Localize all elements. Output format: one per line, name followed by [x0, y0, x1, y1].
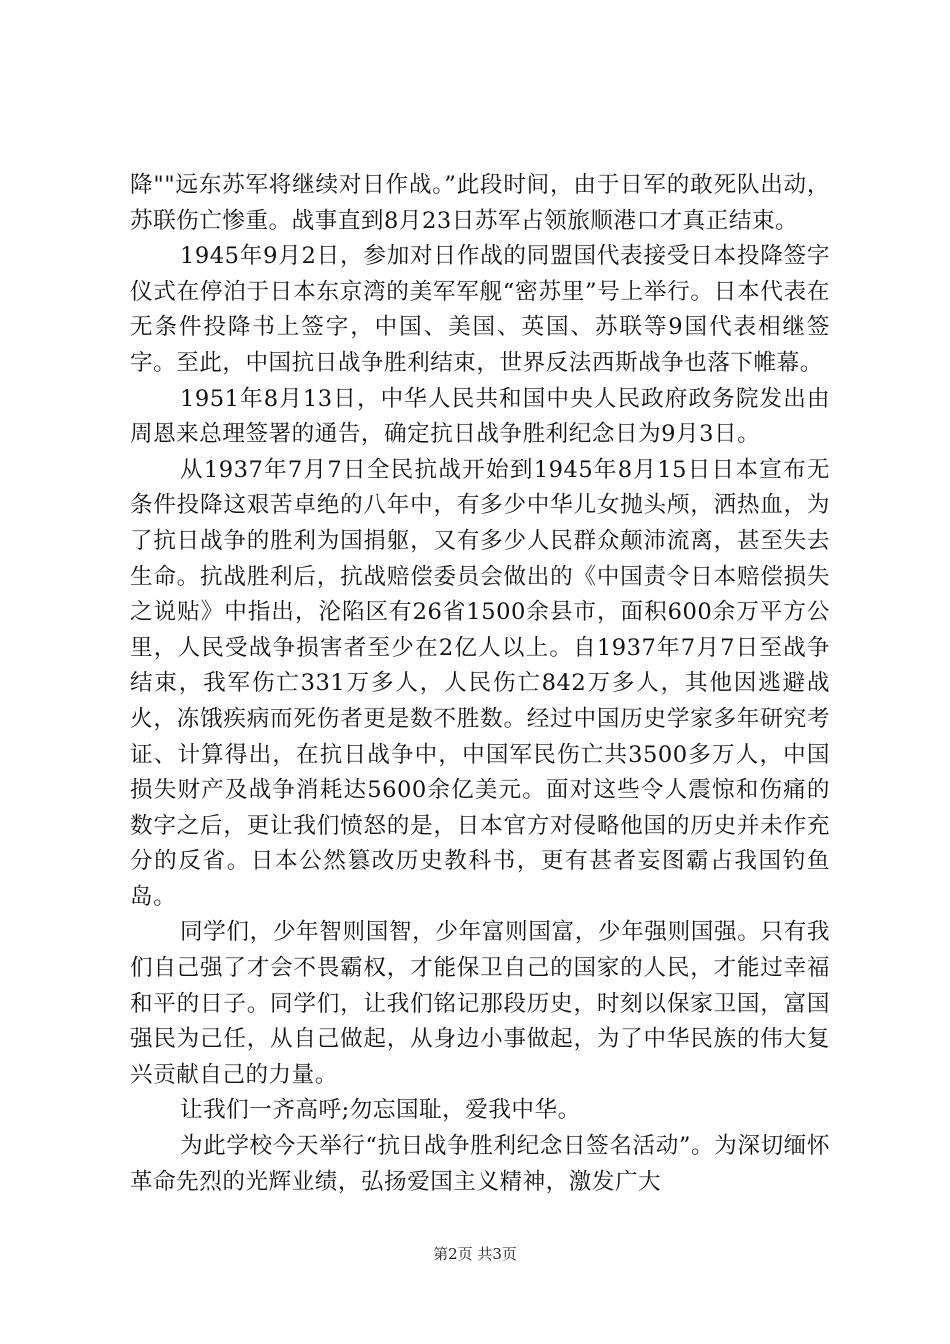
page-footer [0, 1244, 950, 1264]
paragraph-4: 从1937年7月7日全民抗战开始到1945年8月15日日本宣布无条件投降这艰苦卓绝的八年中，有多少中华儿女抛头颅，洒热血，为了抗日战争的胜利为国捐躯，又有多少人民群众颠沛流离，甚至失去生命。抗战胜利后，抗战赔偿委员会做出的《中国责令日本赔偿损失之说贴》中指出，沦陷区有26省1500余县市，面积600余万平方公里，人民受战争损害者至少在2亿人以上。自1937年7月7日至战争结束，我军伤亡331万多人，人民伤亡842万多人，其他因逃避战火，冻饿疾病而死伤者更是数不胜数。经过中国历史学家多年研究考证、计算得出，在抗日战争中，中国军民伤亡共3500多万人，中国损失财产及战争消耗达5600余亿美元。面对这些令人震惊和伤痛的数字之后，更让我们愤怒的是，日本官方对侵略他国的历史并未作充分的反省。日本公然篡改历史教科书，更有甚者妄图霸占我国钓鱼岛。 [130, 456, 830, 910]
paragraph-5: 同学们，少年智则国智，少年富则国富，少年强则国强。只有我们自己强了才会不畏霸权，才能保卫自己的国家的人民，才能过幸福和平的日子。同学们，让我们铭记那段历史，时刻以保家卫国，富国强民为己任，从自己做起，从身边小事做起，为了中华民族的伟大复兴贡献自己的力量。 [130, 919, 830, 1088]
paragraph-1: 降""远东苏军将继续对日作战。”此段时间，由于日军的敢死队出动，苏联伤亡惨重。战事直到8月23日苏军占领旅顺港口才真正结束。 [130, 172, 830, 234]
paragraph-2: 1945年9月2日，参加对日作战的同盟国代表接受日本投降签字仪式在停泊于日本东京湾的美军军舰“密苏里”号上举行。日本代表在无条件投降书上签字，中国、美国、英国、苏联等9国代表相继签字。至此，中国抗日战争胜利结束，世界反法西斯战争也落下帷幕。 [130, 243, 830, 376]
page-number-label: 第2页 共3页 [433, 1245, 517, 1263]
paragraph-7: 为此学校今天举行“抗日战争胜利纪念日签名活动”。为深切缅怀革命先烈的光辉业绩，弘扬爱国主义精神，激发广大 [130, 1133, 830, 1195]
paragraph-6: 让我们一齐高呼;勿忘国耻，爱我中华。 [180, 1097, 581, 1124]
paragraph-3: 1951年8月13日，中华人民共和国中央人民政府政务院发出由周恩来总理签署的通告，确定抗日战争胜利纪念日为9月3日。 [130, 385, 830, 448]
document-body [130, 168, 830, 1200]
